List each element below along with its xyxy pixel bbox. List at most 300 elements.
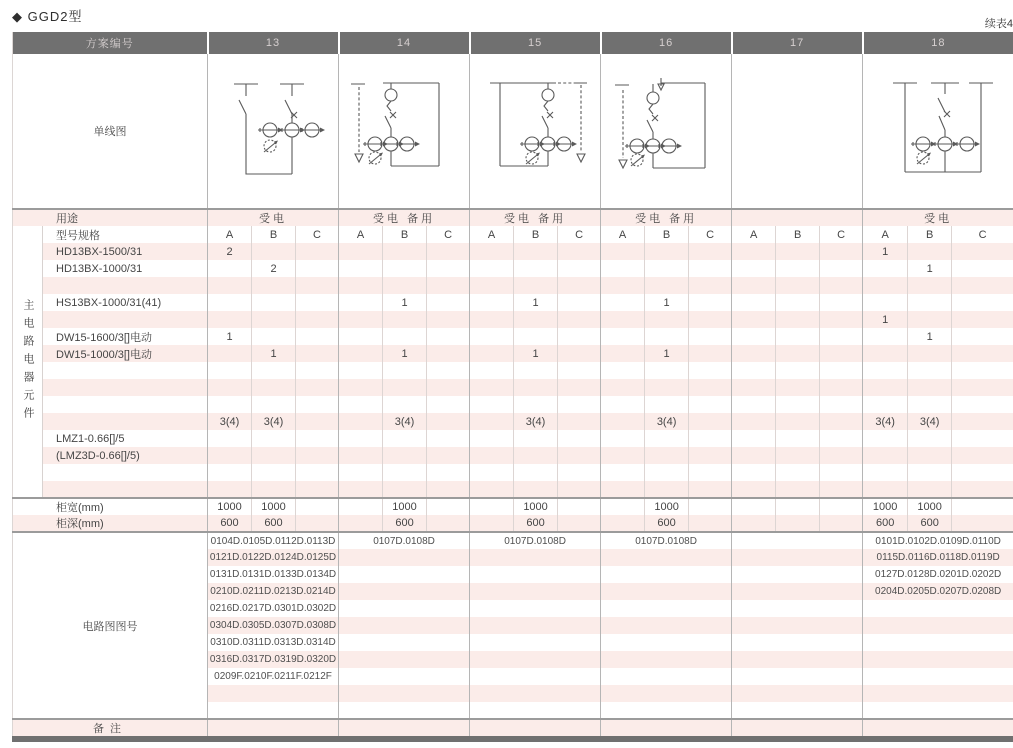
spec-header-label: 型号规格 xyxy=(43,226,208,243)
value-cell xyxy=(952,396,1013,413)
value-cell xyxy=(601,362,645,379)
value-cell xyxy=(514,396,558,413)
value-cell xyxy=(383,362,427,379)
value-cell xyxy=(252,464,296,481)
sub-column-header: B xyxy=(645,226,689,243)
value-cell xyxy=(645,379,689,396)
value-cell xyxy=(558,464,601,481)
value-cell xyxy=(601,481,645,498)
value-cell xyxy=(645,243,689,260)
value-cell xyxy=(820,379,863,396)
value-cell xyxy=(427,379,470,396)
value-cell xyxy=(820,515,863,532)
spec-row xyxy=(13,294,1013,311)
usage-cell: 受电 xyxy=(863,209,1013,226)
component-section xyxy=(13,226,1013,498)
value-cell xyxy=(689,430,732,447)
value-cell xyxy=(296,430,339,447)
value-cell xyxy=(427,413,470,430)
value-cell xyxy=(558,498,601,515)
value-cell xyxy=(339,464,383,481)
value-cell: 3(4) xyxy=(383,413,427,430)
value-cell xyxy=(732,464,776,481)
value-cell: 1 xyxy=(514,294,558,311)
value-cell xyxy=(514,430,558,447)
value-cell xyxy=(208,447,252,464)
value-cell xyxy=(383,243,427,260)
value-cell xyxy=(470,515,514,532)
value-cell xyxy=(252,447,296,464)
diagram-row-label: 单线图 xyxy=(13,54,208,209)
value-cell xyxy=(252,277,296,294)
circuit-code-cell xyxy=(732,583,863,600)
value-cell xyxy=(208,260,252,277)
value-cell xyxy=(908,294,952,311)
value-cell xyxy=(558,345,601,362)
circuit-code-cell xyxy=(732,651,863,668)
value-cell xyxy=(296,328,339,345)
value-cell xyxy=(208,362,252,379)
value-cell xyxy=(689,260,732,277)
remarks-label: 备注 xyxy=(13,719,208,736)
circuit-code-cell xyxy=(339,566,470,583)
value-cell xyxy=(732,396,776,413)
value-cell xyxy=(339,294,383,311)
circuit-code-cell xyxy=(339,702,470,719)
cabinet-depth-row xyxy=(13,515,1013,532)
sub-column-header: C xyxy=(689,226,732,243)
value-cell xyxy=(863,447,908,464)
circuit-code-cell xyxy=(732,532,863,549)
single-line-diagram-15 xyxy=(470,54,601,208)
value-cell xyxy=(470,362,514,379)
top-section xyxy=(13,32,1013,226)
circuit-code-cell xyxy=(601,617,732,634)
value-cell xyxy=(558,328,601,345)
value-cell xyxy=(339,481,383,498)
circuit-code-cell xyxy=(863,702,1013,719)
sub-column-header: B xyxy=(514,226,558,243)
page-title: ◆ GGD2型 xyxy=(12,9,83,24)
value-cell xyxy=(427,515,470,532)
circuit-code-cell xyxy=(863,600,1013,617)
value-cell xyxy=(427,243,470,260)
sub-column-header: B xyxy=(908,226,952,243)
value-cell xyxy=(427,260,470,277)
value-cell xyxy=(863,294,908,311)
spec-row xyxy=(13,328,1013,345)
value-cell xyxy=(645,430,689,447)
circuit-code-cell xyxy=(601,566,732,583)
value-cell xyxy=(820,345,863,362)
circuit-code-cell xyxy=(470,651,601,668)
value-cell xyxy=(558,379,601,396)
circuit-code-cell xyxy=(601,549,732,566)
value-cell: 1000 xyxy=(383,498,427,515)
value-cell xyxy=(339,311,383,328)
usage-cell xyxy=(732,209,863,226)
value-cell: 2 xyxy=(252,260,296,277)
value-cell: 600 xyxy=(908,515,952,532)
value-cell xyxy=(820,430,863,447)
value-cell xyxy=(470,345,514,362)
circuit-code-cell xyxy=(470,549,601,566)
scheme-number-label: 方案编号 xyxy=(13,32,208,54)
value-cell xyxy=(776,311,820,328)
value-cell xyxy=(908,430,952,447)
usage-label: 用途 xyxy=(13,209,208,226)
remarks-cell xyxy=(601,719,732,736)
side-strip xyxy=(13,226,43,498)
value-cell xyxy=(601,498,645,515)
value-cell xyxy=(296,498,339,515)
sub-column-header: B xyxy=(252,226,296,243)
circuit-code-cell xyxy=(339,651,470,668)
value-cell xyxy=(645,481,689,498)
row-label: (LMZ3D-0.66[]/5) xyxy=(43,447,208,464)
continuation-note: 续表4 xyxy=(984,18,1013,30)
row-label xyxy=(43,481,208,498)
circuit-code-cell xyxy=(470,685,601,702)
value-cell xyxy=(689,396,732,413)
value-cell: 1000 xyxy=(645,498,689,515)
value-cell xyxy=(952,362,1013,379)
circuit-code-cell xyxy=(601,668,732,685)
value-cell xyxy=(776,498,820,515)
spec-row xyxy=(13,345,1013,362)
value-cell xyxy=(514,328,558,345)
value-cell xyxy=(339,345,383,362)
value-cell xyxy=(776,260,820,277)
value-cell xyxy=(514,243,558,260)
value-cell: 1 xyxy=(908,328,952,345)
circuit-code-cell xyxy=(601,634,732,651)
value-cell xyxy=(383,328,427,345)
value-cell xyxy=(514,447,558,464)
value-cell: 600 xyxy=(383,515,427,532)
value-cell xyxy=(296,379,339,396)
value-cell xyxy=(776,243,820,260)
value-cell xyxy=(514,362,558,379)
circuit-code-cell xyxy=(863,651,1013,668)
diagram-cell-14 xyxy=(339,54,470,209)
circuit-code-row xyxy=(13,532,1013,549)
value-cell xyxy=(732,260,776,277)
value-cell: 2 xyxy=(208,243,252,260)
value-cell xyxy=(514,311,558,328)
scheme-spec-table xyxy=(12,32,1013,736)
spec-row xyxy=(13,481,1013,498)
circuit-code-cell xyxy=(470,566,601,583)
value-cell xyxy=(732,243,776,260)
row-label xyxy=(43,396,208,413)
value-cell xyxy=(908,345,952,362)
spec-row xyxy=(13,396,1013,413)
circuit-code-cell xyxy=(208,685,339,702)
value-cell xyxy=(252,311,296,328)
single-line-diagram-18 xyxy=(863,54,1013,208)
value-cell xyxy=(339,243,383,260)
circuit-code-cell: 0104D.0105D.0112D.0113D xyxy=(208,532,339,549)
usage-cell: 受电 备用 xyxy=(601,209,732,226)
single-line-diagram-14 xyxy=(339,54,470,208)
value-cell xyxy=(952,430,1013,447)
sub-column-header: A xyxy=(470,226,514,243)
value-cell xyxy=(208,396,252,413)
value-cell xyxy=(908,464,952,481)
bottom-divider-bar xyxy=(12,736,1013,742)
value-cell xyxy=(776,481,820,498)
value-cell xyxy=(558,277,601,294)
circuit-code-cell xyxy=(470,583,601,600)
value-cell xyxy=(689,481,732,498)
value-cell xyxy=(776,515,820,532)
value-cell xyxy=(296,260,339,277)
value-cell xyxy=(908,362,952,379)
sub-column-header: C xyxy=(296,226,339,243)
sub-column-header: C xyxy=(820,226,863,243)
value-cell xyxy=(776,277,820,294)
value-cell xyxy=(732,498,776,515)
value-cell xyxy=(558,430,601,447)
value-cell: 1 xyxy=(514,345,558,362)
value-cell xyxy=(558,260,601,277)
value-cell xyxy=(820,362,863,379)
value-cell xyxy=(558,396,601,413)
circuit-code-cell xyxy=(339,668,470,685)
circuit-code-cell xyxy=(339,617,470,634)
value-cell xyxy=(558,413,601,430)
value-cell xyxy=(601,430,645,447)
sub-column-header: C xyxy=(427,226,470,243)
value-cell xyxy=(470,396,514,413)
value-cell xyxy=(601,396,645,413)
value-cell xyxy=(252,396,296,413)
value-cell xyxy=(645,328,689,345)
value-cell: 600 xyxy=(252,515,296,532)
value-cell xyxy=(645,464,689,481)
value-cell xyxy=(732,430,776,447)
value-cell xyxy=(820,311,863,328)
value-cell xyxy=(776,413,820,430)
value-cell: 1 xyxy=(645,345,689,362)
value-cell xyxy=(470,260,514,277)
value-cell xyxy=(296,447,339,464)
spec-header-row xyxy=(13,226,1013,243)
row-label xyxy=(43,277,208,294)
value-cell xyxy=(339,260,383,277)
single-line-diagram-16 xyxy=(601,54,732,208)
value-cell xyxy=(252,294,296,311)
value-cell xyxy=(863,260,908,277)
value-cell xyxy=(645,311,689,328)
value-cell xyxy=(339,277,383,294)
value-cell xyxy=(952,311,1013,328)
value-cell xyxy=(689,498,732,515)
sub-column-header: B xyxy=(776,226,820,243)
row-label: DW15-1000/3[]电动 xyxy=(43,345,208,362)
value-cell xyxy=(208,277,252,294)
circuit-code-cell xyxy=(601,583,732,600)
diagram-cell-16 xyxy=(601,54,732,209)
scheme-number: 15 xyxy=(470,32,601,54)
value-cell xyxy=(470,464,514,481)
value-cell xyxy=(776,379,820,396)
diagram-cell-17 xyxy=(732,54,863,209)
value-cell xyxy=(732,345,776,362)
value-cell xyxy=(820,294,863,311)
value-cell xyxy=(863,464,908,481)
value-cell xyxy=(296,396,339,413)
diagram-cell-13 xyxy=(208,54,339,209)
value-cell xyxy=(558,243,601,260)
value-cell xyxy=(908,447,952,464)
value-cell xyxy=(208,481,252,498)
value-cell xyxy=(339,328,383,345)
value-cell xyxy=(952,294,1013,311)
value-cell xyxy=(908,311,952,328)
value-cell xyxy=(470,430,514,447)
value-cell xyxy=(296,413,339,430)
value-cell: 1000 xyxy=(252,498,296,515)
circuit-code-cell xyxy=(339,685,470,702)
remarks-section xyxy=(13,719,1013,736)
value-cell xyxy=(296,481,339,498)
value-cell xyxy=(339,430,383,447)
spec-row xyxy=(13,362,1013,379)
value-cell xyxy=(427,481,470,498)
circuit-code-cell xyxy=(470,668,601,685)
sub-column-header: B xyxy=(383,226,427,243)
value-cell xyxy=(339,362,383,379)
sub-column-header: A xyxy=(601,226,645,243)
value-cell xyxy=(732,379,776,396)
value-cell xyxy=(470,311,514,328)
cabinet-width-label: 柜宽(mm) xyxy=(13,498,208,515)
value-cell xyxy=(689,243,732,260)
value-cell xyxy=(427,447,470,464)
value-cell xyxy=(776,430,820,447)
circuit-code-cell xyxy=(601,651,732,668)
sub-column-header: A xyxy=(732,226,776,243)
value-cell xyxy=(952,413,1013,430)
value-cell xyxy=(601,345,645,362)
value-cell: 1 xyxy=(863,311,908,328)
value-cell xyxy=(514,379,558,396)
value-cell xyxy=(339,379,383,396)
value-cell xyxy=(470,498,514,515)
value-cell xyxy=(776,345,820,362)
value-cell xyxy=(645,260,689,277)
value-cell xyxy=(689,413,732,430)
spec-row xyxy=(13,464,1013,481)
value-cell xyxy=(427,345,470,362)
value-cell xyxy=(427,396,470,413)
circuit-code-cell: 0316D.0317D.0319D.0320D xyxy=(208,651,339,668)
circuit-code-cell: 0131D.0131D.0133D.0134D xyxy=(208,566,339,583)
value-cell xyxy=(820,498,863,515)
value-cell xyxy=(558,481,601,498)
circuit-code-cell: 0107D.0108D xyxy=(601,532,732,549)
value-cell xyxy=(427,498,470,515)
value-cell xyxy=(776,396,820,413)
spec-row xyxy=(13,379,1013,396)
row-label: HD13BX-1000/31 xyxy=(43,260,208,277)
value-cell xyxy=(208,345,252,362)
value-cell xyxy=(863,362,908,379)
value-cell xyxy=(952,345,1013,362)
circuit-code-cell: 0107D.0108D xyxy=(339,532,470,549)
value-cell xyxy=(252,328,296,345)
value-cell xyxy=(601,260,645,277)
value-cell: 1 xyxy=(863,243,908,260)
spec-row xyxy=(13,277,1013,294)
value-cell xyxy=(908,481,952,498)
value-cell xyxy=(427,362,470,379)
value-cell xyxy=(601,515,645,532)
diagram-cell-18 xyxy=(863,54,1013,209)
value-cell xyxy=(601,243,645,260)
circuit-code-cell xyxy=(732,685,863,702)
usage-row xyxy=(13,209,1013,226)
value-cell xyxy=(601,447,645,464)
value-cell: 1 xyxy=(383,294,427,311)
circuit-code-cell xyxy=(470,600,601,617)
value-cell xyxy=(689,294,732,311)
sub-column-header: A xyxy=(208,226,252,243)
remarks-cell xyxy=(732,719,863,736)
sub-column-header: A xyxy=(863,226,908,243)
value-cell: 3(4) xyxy=(208,413,252,430)
remarks-cell xyxy=(208,719,339,736)
circuit-code-cell xyxy=(470,702,601,719)
circuit-code-cell xyxy=(601,685,732,702)
value-cell xyxy=(296,311,339,328)
value-cell: 1 xyxy=(908,260,952,277)
circuit-code-cell xyxy=(470,634,601,651)
value-cell xyxy=(383,430,427,447)
circuit-code-cell: 0127D.0128D.0201D.0202D xyxy=(863,566,1013,583)
value-cell xyxy=(952,379,1013,396)
value-cell xyxy=(339,413,383,430)
circuit-code-cell xyxy=(732,617,863,634)
value-cell xyxy=(689,447,732,464)
value-cell xyxy=(514,481,558,498)
value-cell xyxy=(863,345,908,362)
value-cell xyxy=(952,260,1013,277)
value-cell xyxy=(732,311,776,328)
value-cell xyxy=(470,481,514,498)
value-cell xyxy=(296,362,339,379)
value-cell xyxy=(383,396,427,413)
circuit-code-cell xyxy=(339,600,470,617)
value-cell xyxy=(689,277,732,294)
value-cell xyxy=(732,362,776,379)
circuit-code-cell: 0304D.0305D.0307D.0308D xyxy=(208,617,339,634)
circuit-code-cell: 0107D.0108D xyxy=(470,532,601,549)
value-cell xyxy=(514,277,558,294)
value-cell xyxy=(732,294,776,311)
value-cell xyxy=(427,328,470,345)
spec-row xyxy=(13,260,1013,277)
value-cell xyxy=(601,379,645,396)
scheme-header-row xyxy=(13,32,1013,54)
value-cell xyxy=(863,277,908,294)
circuit-code-cell xyxy=(732,702,863,719)
value-cell xyxy=(952,243,1013,260)
value-cell xyxy=(820,277,863,294)
value-cell xyxy=(296,464,339,481)
